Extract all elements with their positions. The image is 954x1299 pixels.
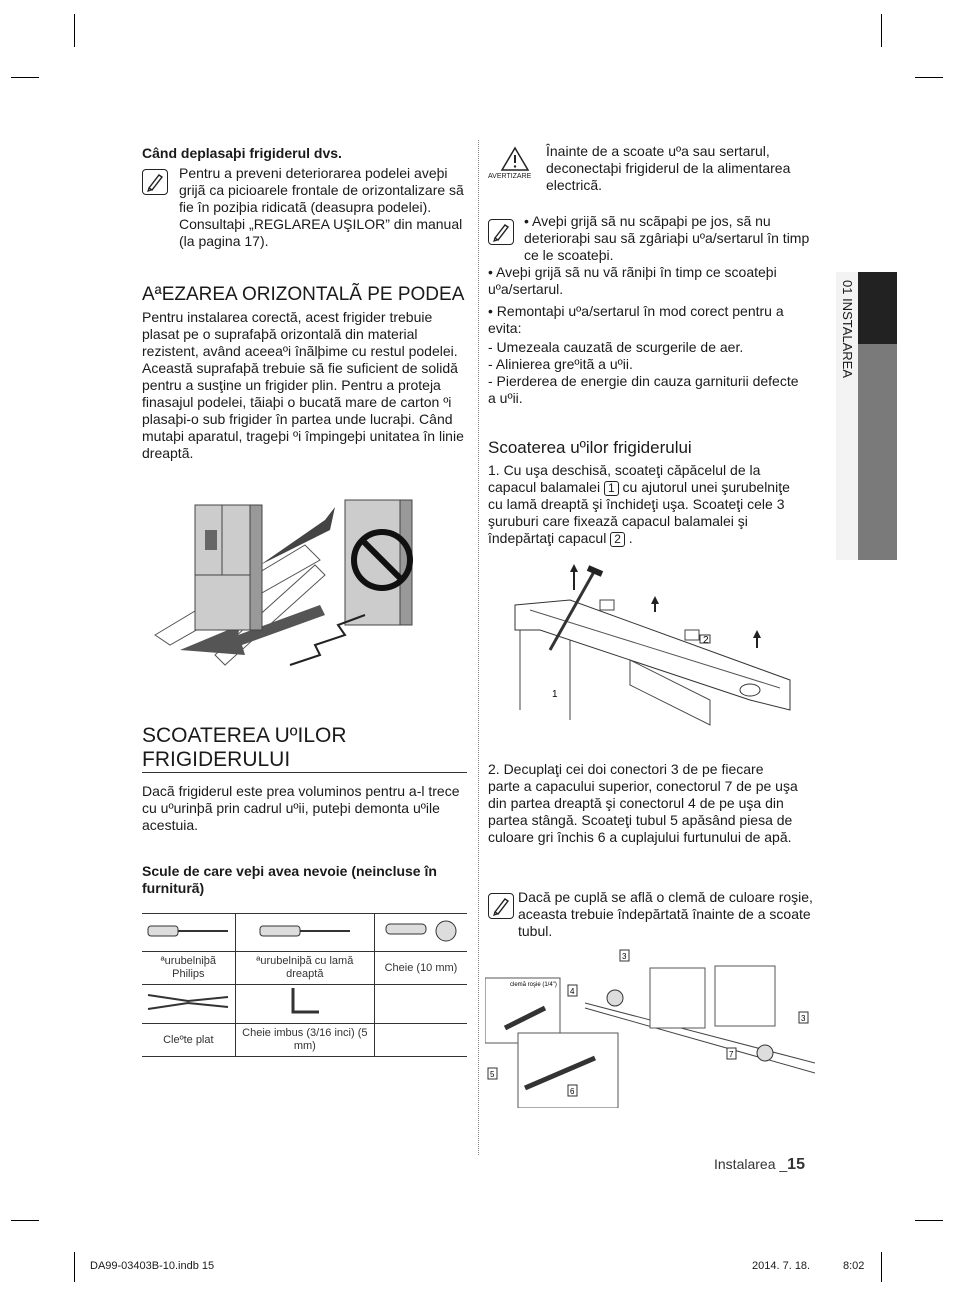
note-icon <box>142 169 168 195</box>
tool-label: ªurubelniþã Philips <box>142 952 235 985</box>
note-icon <box>488 219 514 245</box>
warning-label: AVERTIZARE <box>488 173 532 180</box>
footer-section: Instalarea _15 <box>714 1156 805 1173</box>
label-4: 4 <box>570 987 575 996</box>
pliers-icon <box>142 985 235 1024</box>
tool-label: Cleºte plat <box>142 1024 235 1057</box>
side-tab-marker <box>858 272 897 344</box>
tools-table <box>142 913 467 1057</box>
remove-heading: SCOATEREA UºILOR FRIGIDERULUI <box>142 724 347 771</box>
label-6: 6 <box>570 1087 575 1096</box>
fridge-level-illustration <box>150 495 450 680</box>
empty-cell <box>374 985 467 1024</box>
bullet-3: • Remontaþi uºa/sertarul în mod corect pentru a evita: <box>488 303 784 336</box>
connector-illustration <box>485 948 815 1108</box>
level-heading: AªEZAREA ORIZONTALÃ PE PODEA <box>142 284 465 305</box>
label-7: 7 <box>729 1050 734 1059</box>
move-note: Pentru a preveni deteriorarea podelei aveþi grijã ca picioarele frontale de orizontalizare sã fie în poziþia ridicatã (deasupra podelei). Consultaþi „REGLAREA UŞILOR” din manual (la pagina 17). <box>179 165 464 249</box>
label-2: 2 <box>703 635 709 646</box>
column-divider <box>478 140 479 1155</box>
num-badge: 2 <box>610 532 625 547</box>
label-3b: 3 <box>801 1014 806 1023</box>
footer-date: 2014. 7. 18. <box>752 1260 811 1272</box>
dash-1: - Umezeala cauzatã de scurgerile de aer. <box>488 339 744 355</box>
remove-text: Dacã frigiderul este prea voluminos pentru a-l trece cu uºurinþã prin cadrul uºii, puteþi demonta uºile acestuia. <box>142 783 460 833</box>
dash-3: - Pierderea de energie din cauza garniturii defecte a uºii. <box>488 373 799 406</box>
step-2: 2. Decuplaţi cei doi conectori 3 de pe fiecare parte a capacului superior, conectorul 7 de pe uşa din partea dreaptă şi conectorul 4 de pe uşa din partea stângă. Scoateţi tubul 5 apăsând piesa de culoare gri închis 6 a cuplajului furtunului de apă. <box>488 761 798 845</box>
tool-label: Cheie (10 mm) <box>374 952 467 985</box>
hinge-cover-illustration <box>510 560 810 730</box>
heading-rule <box>142 772 467 773</box>
label-3: 3 <box>622 952 627 961</box>
label-5: 5 <box>490 1070 495 1079</box>
allen-key-icon <box>235 985 374 1024</box>
footer-time: 8:02 <box>843 1260 865 1272</box>
step-1: 1. Cu uşa deschisă, scoateţi căpăcelul de la capacul balamalei 1 cu ajutorul unei şurubelniţe cu lamă dreaptă şi închideţi uşa. Scoateţi cele 3 şuruburi care fixează capacul balamalei şi îndepărtaţi capacul 2 . <box>488 462 790 546</box>
side-tab-label: 01 INSTALAREA <box>840 280 855 379</box>
tool-label: Cheie imbus (3/16 inci) (5 mm) <box>235 1024 374 1057</box>
level-text: Pentru instalarea corectă, acest frigider trebuie plasat pe o suprafaþă orizontală din material rezistent, având aceeaºi înãlþime cu restul podelei. Această suprafaþă trebuie să fie suficient de solidă pentru a susţine un frigider plin. Pentru a proteja finasajul podelei, tãiaþi o bucatã mare de carton ºi plasaþi-o sub frigider în partea unde lucraþi. Când mutaþi aparatul, trageþi ºi împingeþi unitatea în linie dreaptã. <box>142 309 464 461</box>
clema-label: clemă roşie (1/4") <box>510 982 557 988</box>
label-1: 1 <box>552 689 558 700</box>
tools-title: Scule de care veþi avea nevoie (neincluse în furniturã) <box>142 863 437 896</box>
note-red-clip: Dacă pe cuplă se află o clemă de culoare roşie, aceasta trebuie îndepărtată înainte de a scoate tubul. <box>518 889 813 939</box>
doors-heading: Scoaterea uºilor frigiderului <box>488 438 692 457</box>
bullet-1: • Aveþi grijã sã nu scãpaþi pe jos, sã nu deterioraþi sau sã zgâriaþi uºa/sertarul în timp ce le scoateþi. <box>524 213 810 263</box>
footer-file: DA99-03403B-10.indb 15 <box>90 1260 215 1272</box>
philips-screwdriver-icon <box>142 914 235 952</box>
dash-2: - Alinierea greºitã a uºii. <box>488 356 633 372</box>
note-icon <box>488 893 514 919</box>
tool-label: ªurubelniþã cu lamă dreaptă <box>235 952 374 985</box>
move-title: Când deplasaþi frigiderul dvs. <box>142 145 342 161</box>
num-badge: 1 <box>604 481 619 496</box>
tool-label <box>374 1024 467 1057</box>
warning-icon <box>500 146 530 172</box>
side-tab-bar <box>858 344 897 560</box>
socket-wrench-icon <box>374 914 467 952</box>
bullet-2: • Aveþi grijã sã nu vã rãniþi în timp ce scoateþi uºa/sertarul. <box>488 264 777 297</box>
warning-text: Înainte de a scoate uºa sau sertarul, deconectaþi frigiderul de la alimentarea electricã. <box>546 143 791 193</box>
flat-screwdriver-icon <box>235 914 374 952</box>
